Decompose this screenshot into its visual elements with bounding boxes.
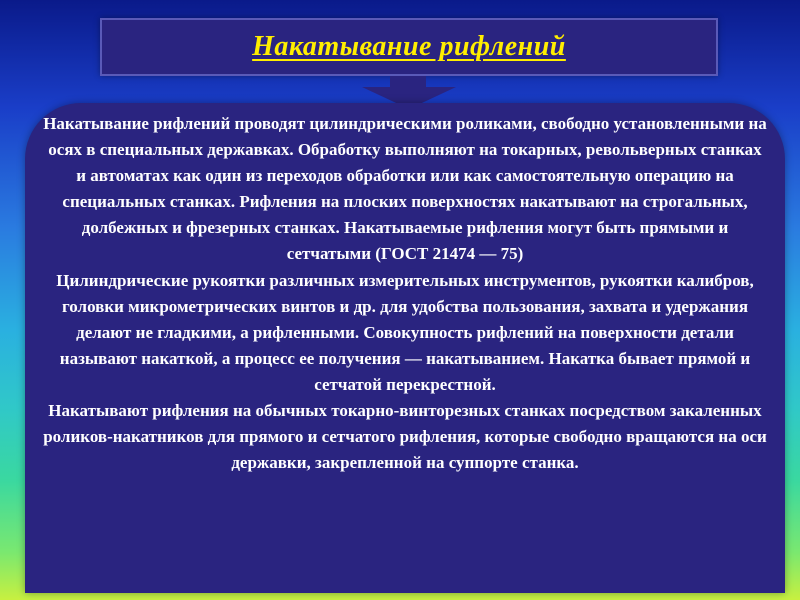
paragraph-3: Накатывают рифления на обычных токарно-винторезных станках посредством закаленных роликов-накатников для прямого и сетчатого рифления, которые свободно вращаются на оси державки, закрепленной на суппорте станка. [43,401,767,473]
slide-title: Накатывание рифлений [252,31,566,62]
paragraph-2: Цилиндрические рукоятки различных измерительных инструментов, рукоятки калибров, головки микрометрических винтов и др. для удобства пользования, захвата и удержания делают не гладкими, а рифленными. Совокупность рифлений на поверхности детали называют накаткой, а процесс ее получения — накатыванием. Накатка бывает прямой и сетчатой перекрестной. [56,270,754,394]
paragraph-1: Накатывание рифлений проводят цилиндрическими роликами, свободно установленными на осях в специальных державках. Обработку выполняют на токарных, револьверных станках и автоматах как один из переходов обработки или как самостоятельную операцию на специальных станках. Рифления на плоских поверхностях накатывают на строгальных, долбежных и фрезерных станках. Накатываемые рифления могут быть прямыми и сетчатыми (ГОСТ 21474 — 75) [43,114,767,264]
title-box [100,18,718,76]
content-box [25,103,785,593]
